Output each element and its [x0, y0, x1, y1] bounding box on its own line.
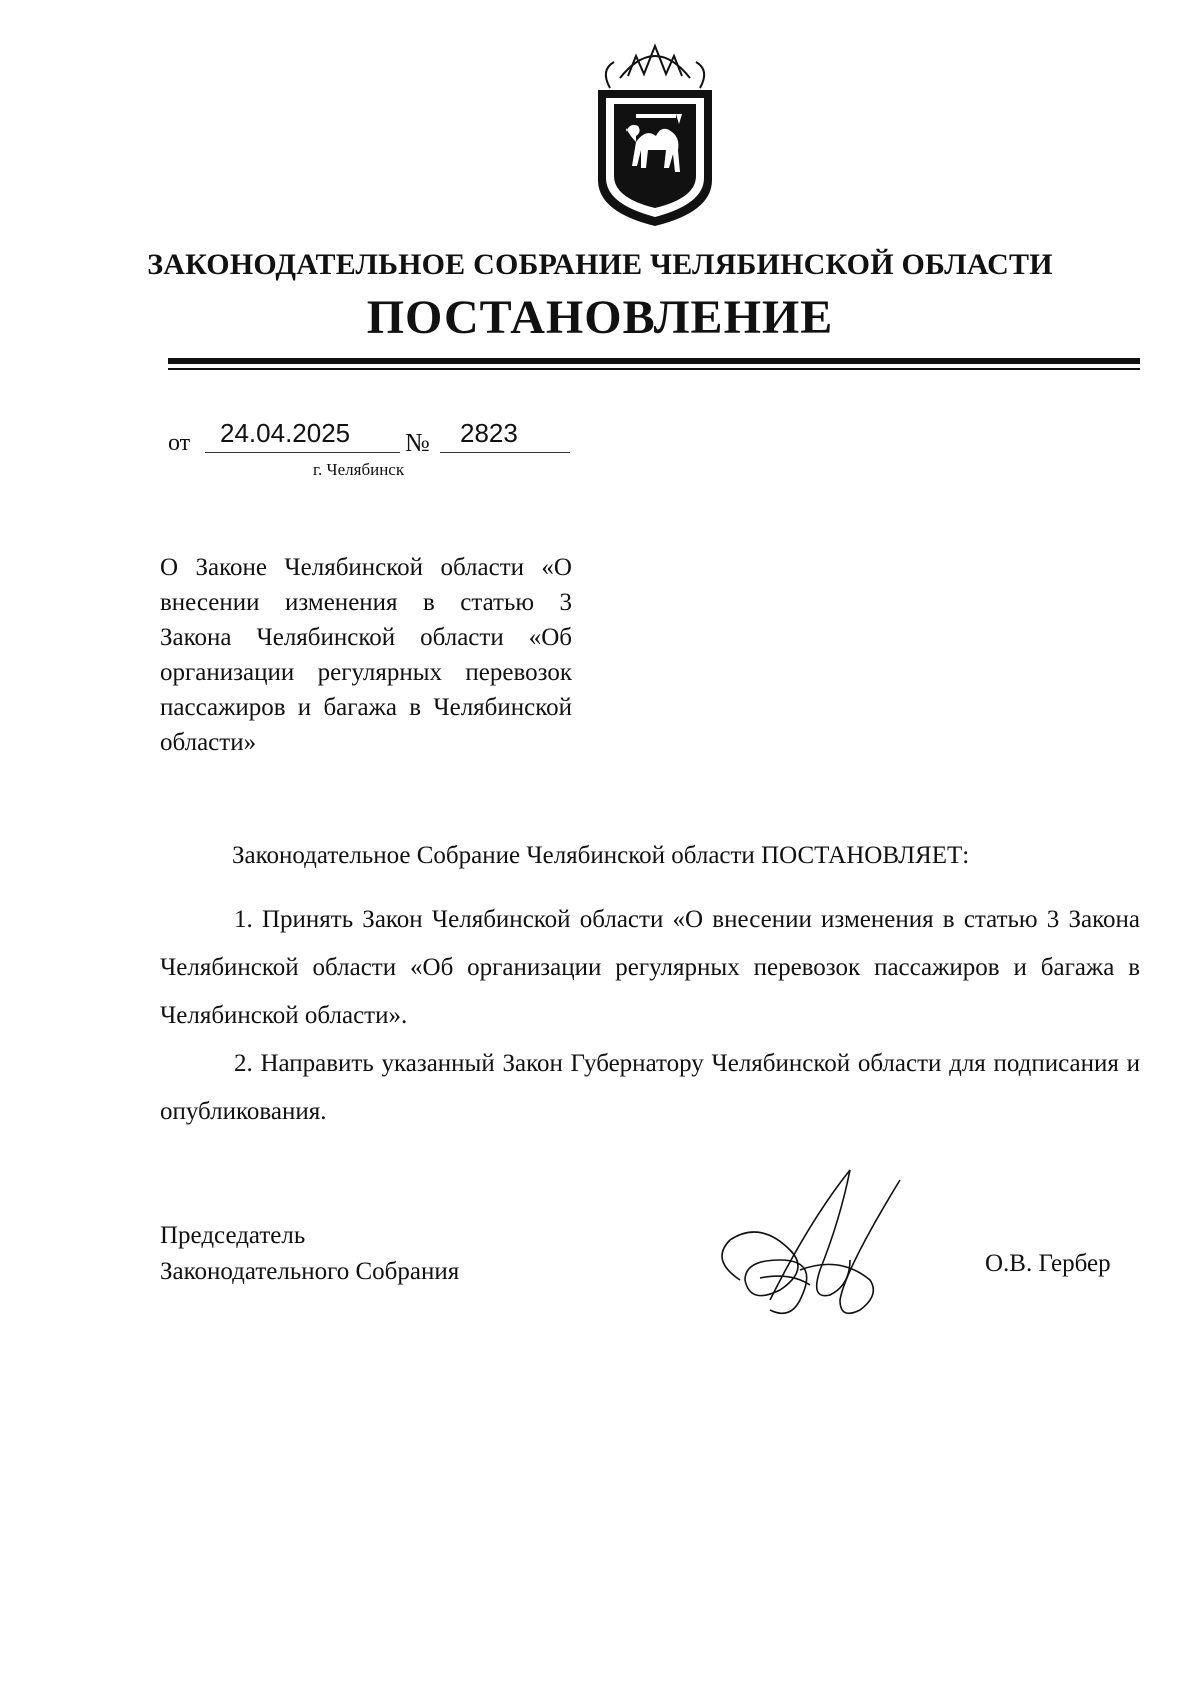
coat-of-arms-icon — [580, 40, 730, 230]
organization-title: ЗАКОНОДАТЕЛЬНОЕ СОБРАНИЕ ЧЕЛЯБИНСКОЙ ОБЛАСТИ — [147, 248, 1053, 281]
number-prefix: № — [405, 428, 430, 457]
document-date: 24.04.2025 — [220, 418, 351, 448]
number-underline — [440, 452, 570, 453]
signer-title-line2: Законодательного Собрания — [160, 1258, 460, 1285]
header-divider-thick — [168, 358, 1140, 364]
date-underline — [205, 452, 400, 453]
handwritten-signature-icon — [700, 1160, 930, 1330]
date-prefix: от — [168, 430, 191, 456]
document-city: г. Челябинск — [313, 460, 405, 479]
document-type-title: ПОСТАНОВЛЕНИЕ — [366, 291, 834, 344]
header-divider-thin — [168, 368, 1140, 370]
resolution-preamble: Законодательное Собрание Челябинской области ПОСТАНОВЛЯЕТ: — [232, 842, 970, 869]
signer-title-line1: Председатель — [160, 1222, 306, 1249]
document-subject: О Законе Челябинской области «О внесении изменения в статью 3 Закона Челябинской области «Об организации регулярных перевозок пассажиров и багажа в Челябинской области» — [160, 554, 572, 756]
signer-name: О.В. Гербер — [985, 1250, 1111, 1277]
resolution-item: 2. Направить указанный Закон Губернатору Челябинской области для подписания и опубликования. — [160, 1050, 1140, 1125]
document-number: 2823 — [460, 418, 518, 448]
resolution-item: 1. Принять Закон Челябинской области «О внесении изменения в статью 3 Закона Челябинской области «Об организации регулярных перевозок пассажиров и багажа в Челябинской области». — [160, 906, 1140, 1029]
signer-title — [160, 1218, 459, 1290]
